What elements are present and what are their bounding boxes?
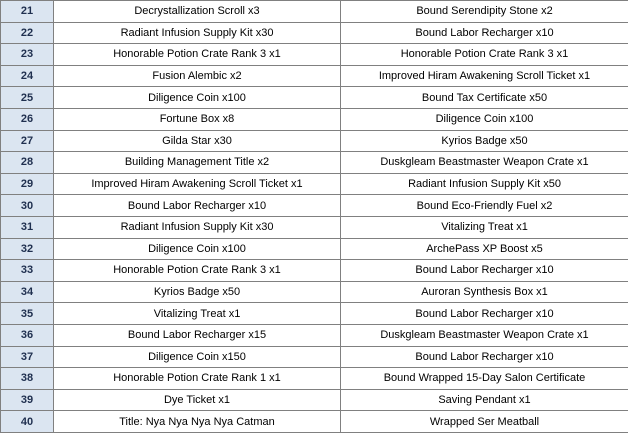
table-row	[1, 216, 628, 238]
reward-cell-left: Bound Labor Recharger x15	[54, 324, 341, 346]
table-row	[1, 1, 628, 23]
level-number-cell: 27	[1, 130, 54, 152]
reward-cell-right: Auroran Synthesis Box x1	[341, 281, 628, 303]
table-row	[1, 44, 628, 66]
level-number-cell: 35	[1, 303, 54, 325]
reward-cell-right: Radiant Infusion Supply Kit x50	[341, 173, 628, 195]
reward-cell-right: Diligence Coin x100	[341, 108, 628, 130]
table-row	[1, 130, 628, 152]
reward-cell-right: ArchePass XP Boost x5	[341, 238, 628, 260]
table-row	[1, 260, 628, 282]
level-number-cell: 33	[1, 260, 54, 282]
level-number-cell: 23	[1, 44, 54, 66]
level-number-cell: 36	[1, 324, 54, 346]
table-row	[1, 173, 628, 195]
table-row	[1, 324, 628, 346]
level-number-cell: 39	[1, 389, 54, 411]
level-number-cell: 26	[1, 108, 54, 130]
level-number-cell: 25	[1, 87, 54, 109]
reward-cell-left: Diligence Coin x100	[54, 238, 341, 260]
table-row	[1, 411, 628, 433]
table-row	[1, 22, 628, 44]
reward-cell-left: Title: Nya Nya Nya Nya Catman	[54, 411, 341, 433]
reward-cell-right: Bound Labor Recharger x10	[341, 346, 628, 368]
reward-cell-right: Bound Labor Recharger x10	[341, 22, 628, 44]
reward-cell-left: Radiant Infusion Supply Kit x30	[54, 22, 341, 44]
level-number-cell: 21	[1, 1, 54, 23]
reward-cell-right: Kyrios Badge x50	[341, 130, 628, 152]
table-row	[1, 87, 628, 109]
reward-cell-left: Radiant Infusion Supply Kit x30	[54, 216, 341, 238]
reward-cell-left: Dye Ticket x1	[54, 389, 341, 411]
reward-cell-right: Saving Pendant x1	[341, 389, 628, 411]
level-number-cell: 22	[1, 22, 54, 44]
reward-cell-left: Kyrios Badge x50	[54, 281, 341, 303]
reward-cell-left: Building Management Title x2	[54, 152, 341, 174]
reward-cell-left: Fusion Alembic x2	[54, 65, 341, 87]
table-row	[1, 303, 628, 325]
reward-cell-right: Bound Labor Recharger x10	[341, 260, 628, 282]
table-row	[1, 65, 628, 87]
reward-cell-left: Fortune Box x8	[54, 108, 341, 130]
reward-cell-left: Honorable Potion Crate Rank 1 x1	[54, 368, 341, 390]
reward-cell-left: Gilda Star x30	[54, 130, 341, 152]
table-row	[1, 108, 628, 130]
table-row	[1, 389, 628, 411]
reward-cell-right: Duskgleam Beastmaster Weapon Crate x1	[341, 152, 628, 174]
reward-cell-right: Duskgleam Beastmaster Weapon Crate x1	[341, 324, 628, 346]
level-number-cell: 37	[1, 346, 54, 368]
table-row	[1, 281, 628, 303]
level-number-cell: 38	[1, 368, 54, 390]
reward-cell-right: Bound Eco-Friendly Fuel x2	[341, 195, 628, 217]
level-number-cell: 30	[1, 195, 54, 217]
reward-cell-left: Diligence Coin x150	[54, 346, 341, 368]
level-number-cell: 31	[1, 216, 54, 238]
table-row	[1, 346, 628, 368]
reward-cell-left: Diligence Coin x100	[54, 87, 341, 109]
level-number-cell: 40	[1, 411, 54, 433]
table-row	[1, 195, 628, 217]
level-number-cell: 32	[1, 238, 54, 260]
reward-cell-left: Bound Labor Recharger x10	[54, 195, 341, 217]
table-row	[1, 238, 628, 260]
table-row	[1, 152, 628, 174]
reward-cell-left: Decrystallization Scroll x3	[54, 1, 341, 23]
reward-cell-left: Vitalizing Treat x1	[54, 303, 341, 325]
table-row	[1, 368, 628, 390]
reward-cell-left: Improved Hiram Awakening Scroll Ticket x1	[54, 173, 341, 195]
reward-cell-right: Bound Tax Certificate x50	[341, 87, 628, 109]
reward-cell-right: Vitalizing Treat x1	[341, 216, 628, 238]
reward-cell-left: Honorable Potion Crate Rank 3 x1	[54, 44, 341, 66]
reward-cell-right: Honorable Potion Crate Rank 3 x1	[341, 44, 628, 66]
reward-cell-right: Improved Hiram Awakening Scroll Ticket x1	[341, 65, 628, 87]
reward-cell-right: Wrapped Ser Meatball	[341, 411, 628, 433]
reward-cell-right: Bound Wrapped 15-Day Salon Certificate	[341, 368, 628, 390]
reward-cell-left: Honorable Potion Crate Rank 3 x1	[54, 260, 341, 282]
level-number-cell: 24	[1, 65, 54, 87]
reward-cell-right: Bound Serendipity Stone x2	[341, 1, 628, 23]
level-number-cell: 28	[1, 152, 54, 174]
level-number-cell: 29	[1, 173, 54, 195]
reward-cell-right: Bound Labor Recharger x10	[341, 303, 628, 325]
level-number-cell: 34	[1, 281, 54, 303]
